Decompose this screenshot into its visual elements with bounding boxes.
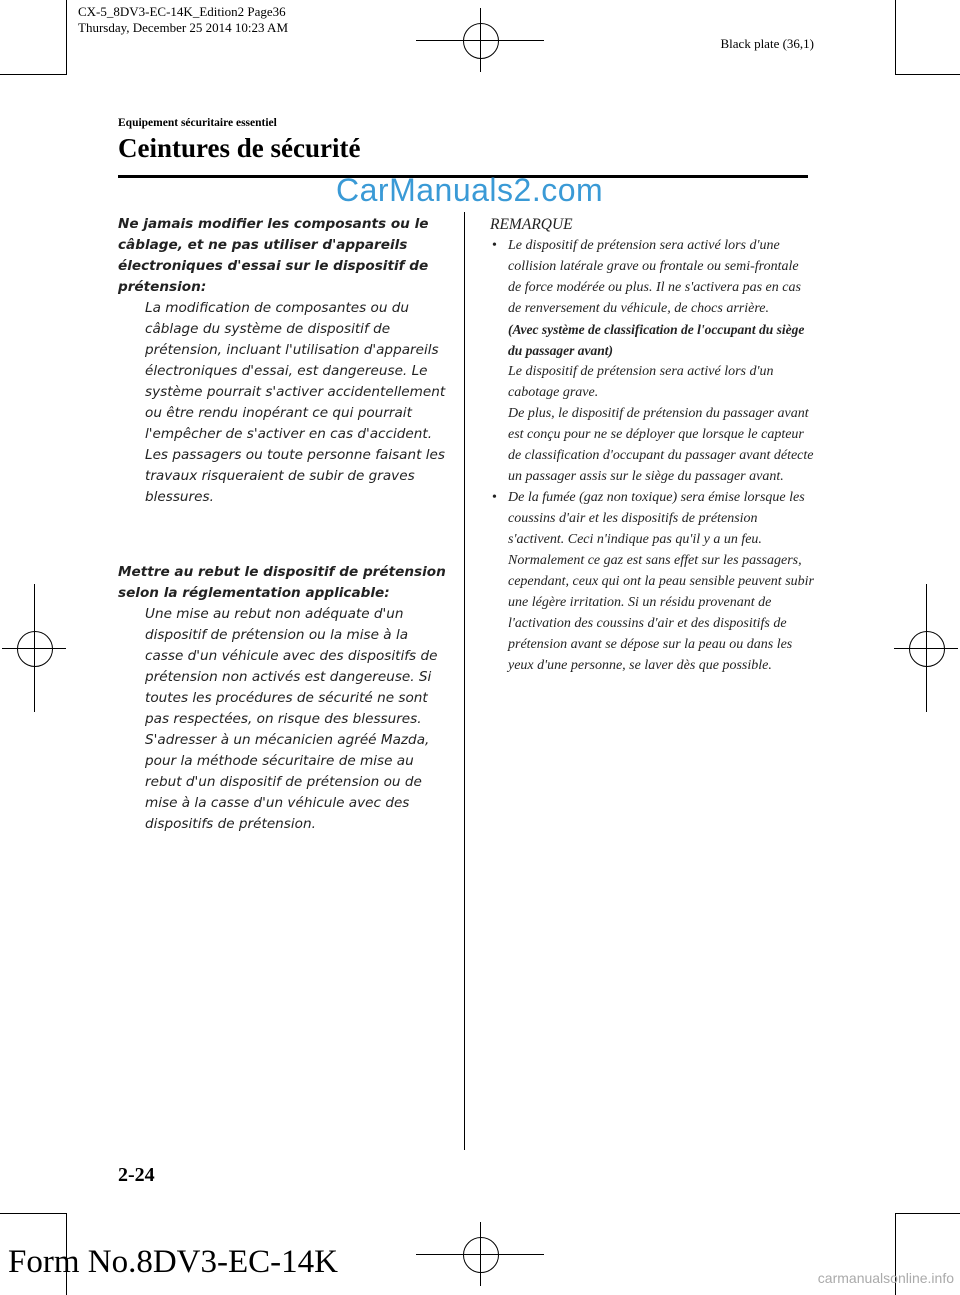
warning-body: La modification de composantes ou du câblage du système de dispositif de prétension, incluant l'utilisation d'appareils électroniques d'essai, est dangereuse. Le système pourrait s'activer accidentellement ou être rendu inopérant ce qui pourrait l'empêcher de s'activer en cas d'accident. Les passagers ou toute personne faisant les travaux risqueraient de subir de graves blessures. [145,300,446,505]
watermark: CarManuals2.com [336,172,604,208]
registration-line [416,1254,544,1255]
crop-mark [895,74,960,75]
note-block [490,214,815,676]
warning-body: Une mise au rebut non adéquate d'un dispositif de prétension ou la mise à la casse d'un véhicule avec des dispositifs de prétension non activés est dangereuse. Si toutes les procédures de sécurité ne sont pas respectées, on risque des blessures. S'adresser à un mécanicien agréé Mazda, pour la méthode sécuritaire de mise au rebut d'un dispositif de prétension ou de mise à la casse d'un véhicule avec des dispositifs de prétension. [145,606,438,832]
note-item [490,487,815,676]
warning-block [118,214,448,508]
registration-line [34,584,35,712]
crop-mark [0,74,66,75]
crop-mark [66,0,67,75]
page-title: Ceintures de sécurité [118,133,361,163]
section-label: Equipement sécuritaire essentiel [118,117,277,129]
warning-heading: Mettre au rebut le dispositif de prétension selon la réglementation applicable: [118,564,446,601]
registration-line [926,584,927,712]
column-divider [464,212,465,1150]
note-text: De la fumée (gaz non toxique) sera émise lorsque les coussins d'air et les dispositifs de prétension s'activent. Ceci n'indique pas qu'il y a un feu. Normalement ce gaz est sans effet sur les passagers, cependant, ceux qui ont la peau sensible peuvent subir une légère irritation. Si un résidu provenant de l'activation des coussins d'air et des dispositifs de prétension avant se dépose sur la peau ou dans les yeux d'une personne, se laver dès que possible. [508,490,814,673]
plate-label: Black plate (36,1) [720,36,814,51]
crop-mark [895,0,896,75]
site-logo: carmanualsonline.info [817,1270,954,1286]
note-list [490,235,815,676]
page-number: 2-24 [118,1164,155,1186]
crop-mark [0,1213,66,1214]
note-label: REMARQUE [490,216,573,233]
print-date: Thursday, December 25 2014 10:23 AM [78,20,289,35]
note-text: De plus, le dispositif de prétension du passager avant est conçu pour ne se déployer que lorsque le capteur de classification d'occupant du passager avant détecte un passager assis sur le siège du passager avant. [508,406,814,484]
bullet-icon: • [492,490,497,505]
note-text: Le dispositif de prétension sera activé lors d'un cabotage grave. [508,364,774,400]
file-name: CX-5_8DV3-EC-14K_Edition2 Page36 [78,4,286,19]
crop-mark [895,1213,960,1214]
print-header [78,4,288,36]
note-item [490,235,815,487]
form-number: Form No.8DV3-EC-14K [8,1244,338,1280]
warning-heading: Ne jamais modifier les composants ou le câblage, et ne pas utiliser d'appareils électroniques d'essai sur le dispositif de prétension: [118,216,429,295]
note-subheading: (Avec système de classification de l'occupant du siège du passager avant) [508,322,805,358]
note-text: Le dispositif de prétension sera activé lors d'une collision latérale grave ou frontale ou semi-frontale de force modérée ou plus. Il ne s'activera pas en cas de renversement du véhicule, de chocs arrière. [508,238,801,316]
registration-line [416,40,544,41]
bullet-icon: • [492,238,497,253]
warning-block [118,562,448,835]
